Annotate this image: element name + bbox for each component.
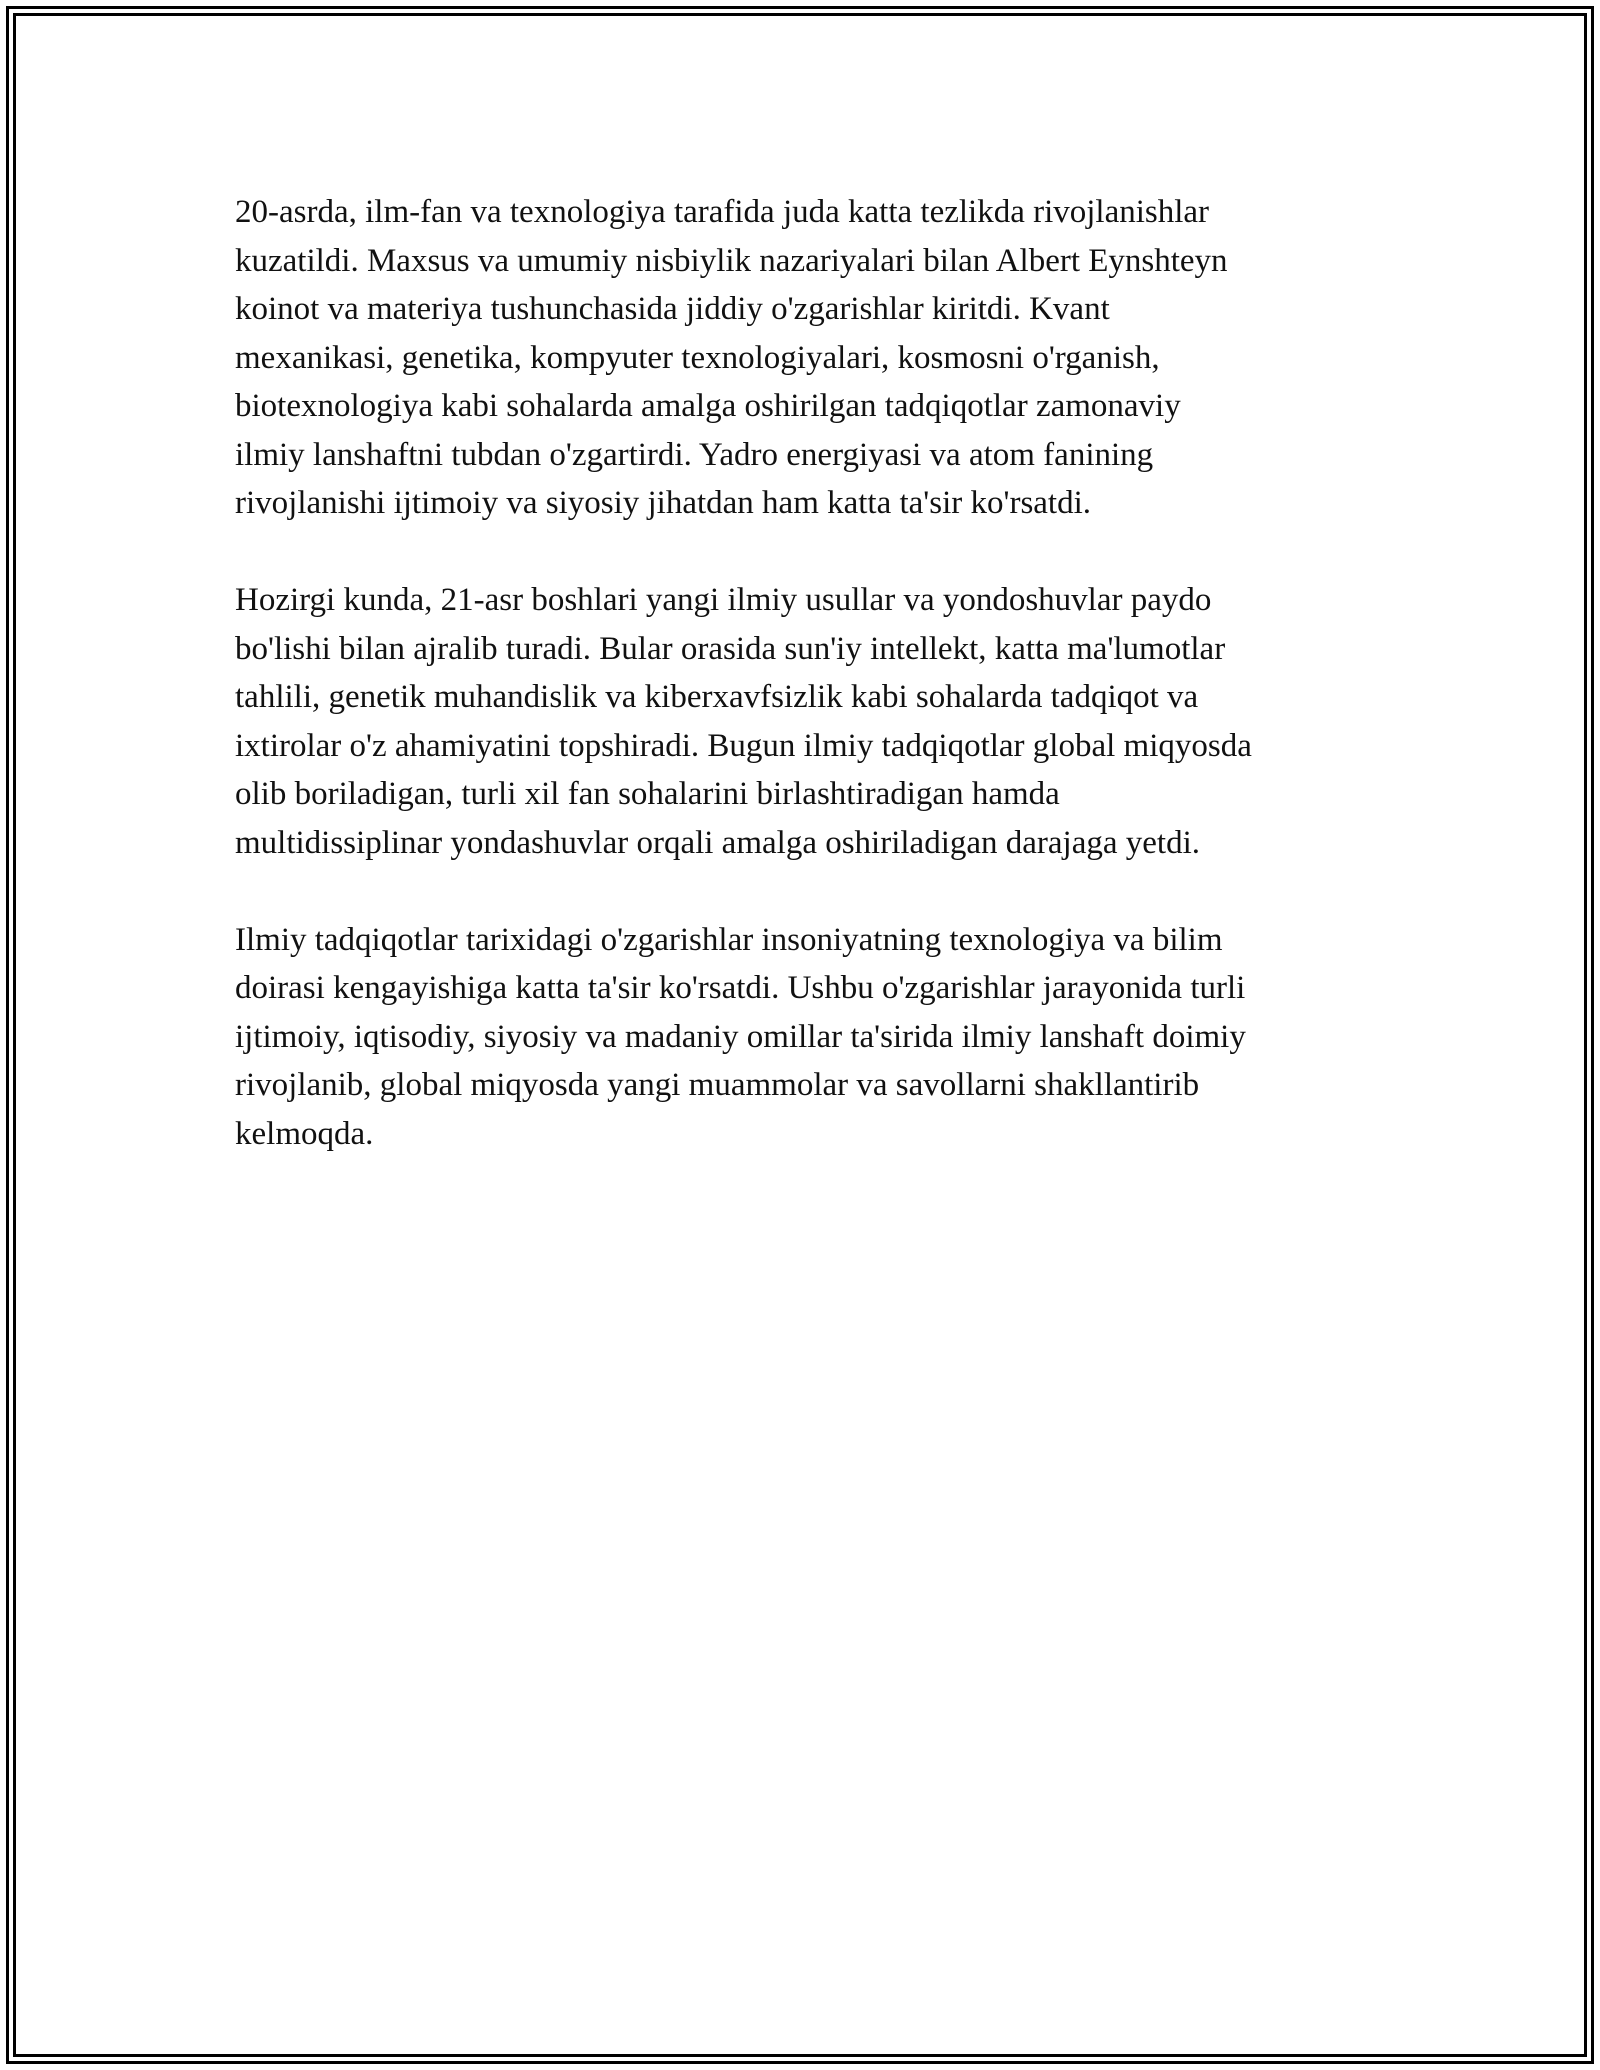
paragraph-3 [235,916,1375,1159]
paragraph-line: Hozirgi kunda, 21-asr boshlari yangi ilmiy usullar va yondoshuvlar paydo [235,582,1212,618]
paragraph-line: olib boriladigan, turli xil fan sohalarini birlashtiradigan hamda [235,776,1060,812]
paragraph-line: ixtirolar o'z ahamiyatini topshiradi. Bugun ilmiy tadqiqotlar global miqyosda [235,727,1252,764]
paragraph-line: doirasi kengayishiga katta ta'sir ko'rsatdi. Ushbu o'zgarishlar jarayonida turli [235,970,1246,1006]
paragraph-line: ilmiy lanshaftni tubdan o'zgartirdi. Yadro energiyasi va atom fanining [235,436,1154,473]
document-body [235,188,1375,1207]
paragraph-line: bo'lishi bilan ajralib turadi. Bular orasida sun'iy intellekt, katta ma'lumotlar [235,630,1226,667]
paragraph-line: 20-asrda, ilm-fan va texnologiya tarafida juda katta tezlikda rivojlanishlar [235,194,1210,230]
paragraph-line: kelmoqda. [235,1115,374,1152]
paragraph-line: rivojlanib, global miqyosda yangi muammolar va savollarni shakllantirib [235,1067,1200,1103]
paragraph-1 [235,188,1375,528]
paragraph-line: multidissiplinar yondashuvlar orqali amalga oshiriladigan darajaga yetdi. [235,824,1200,861]
paragraph-line: koinot va materiya tushunchasida jiddiy o'zgarishlar kiritdi. Kvant [235,291,1110,327]
paragraph-line: biotexnologiya kabi sohalarda amalga oshirilgan tadqiqotlar zamonaviy [235,388,1181,424]
paragraph-line: Ilmiy tadqiqotlar tarixidagi o'zgarishlar insoniyatning texnologiya va bilim [235,921,1223,958]
paragraph-line: ijtimoiy, iqtisodiy, siyosiy va madaniy omillar ta'sirida ilmiy lanshaft doimiy [235,1018,1246,1055]
paragraph-2 [235,576,1375,867]
paragraph-line: mexanikasi, genetika, kompyuter texnologiyalari, kosmosni o'rganish, [235,339,1160,376]
paragraph-line: tahlili, genetik muhandislik va kiberxavfsizlik kabi sohalarda tadqiqot va [235,679,1199,715]
paragraph-line: rivojlanishi ijtimoiy va siyosiy jihatdan ham katta ta'sir ko'rsatdi. [235,485,1092,521]
paragraph-line: kuzatildi. Maxsus va umumiy nisbiylik nazariyalari bilan Albert Eynshteyn [235,242,1228,279]
